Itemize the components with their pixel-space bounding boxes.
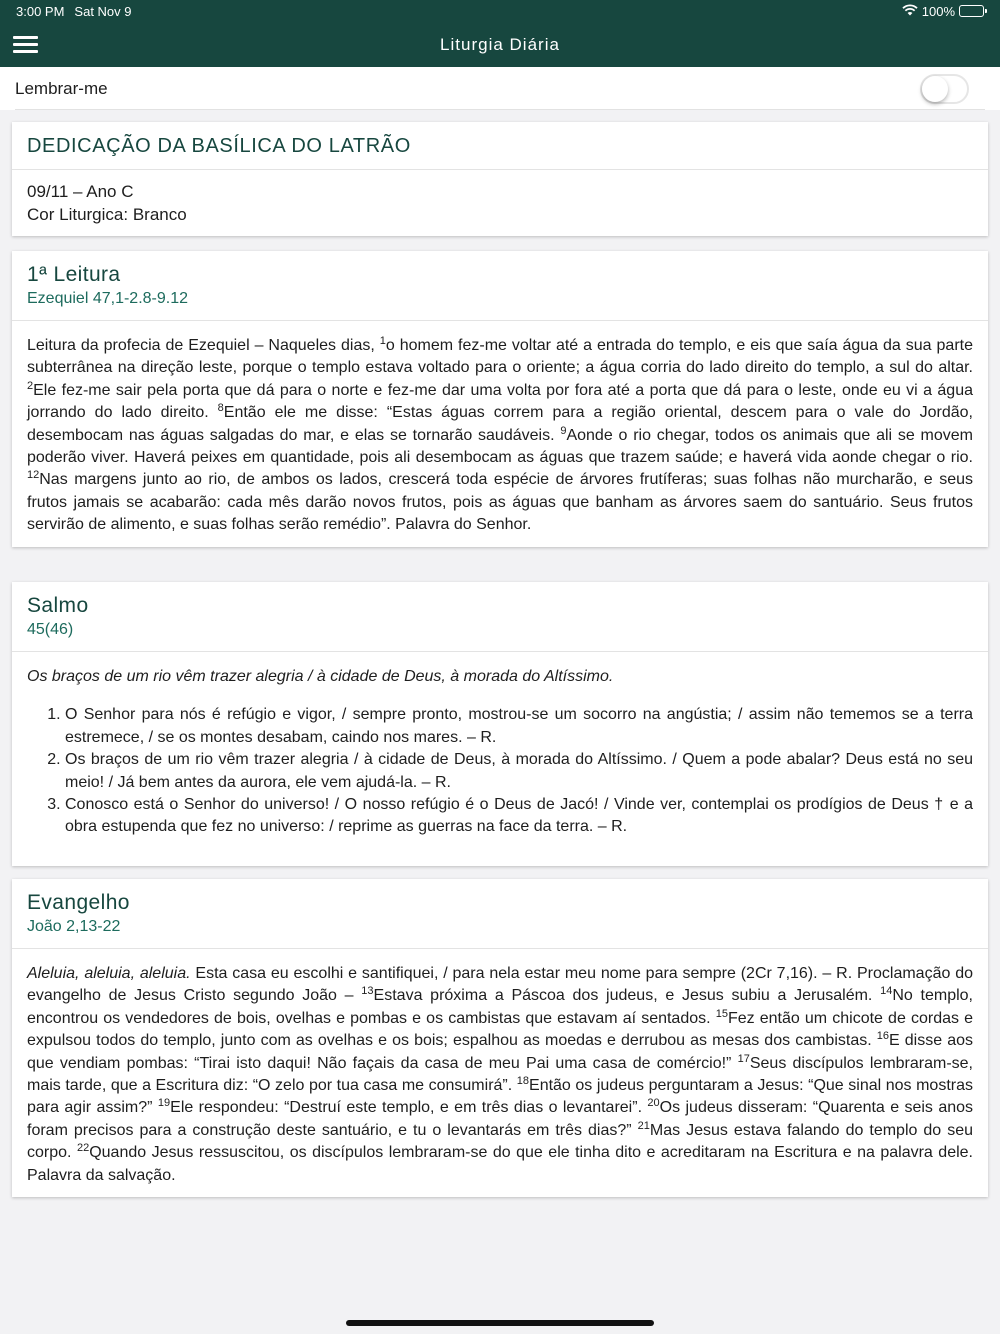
psalm-stanza: 1. O Senhor para nós é refúgio e vigor, / sempre pronto, mostrou-se um socorro na angústia; / assim não tememos se a terra estremece, / se os montes desabam, caindo nos mares. – R. [65, 704, 973, 749]
first-reading-card [12, 251, 988, 547]
navigation-bar [0, 22, 1000, 67]
psalm-response: Os braços de um rio vêm trazer alegria / à cidade de Deus, à morada do Altíssimo. [27, 668, 614, 685]
toggle-knob [922, 76, 948, 102]
gospel-reference: João 2,13-22 [27, 918, 121, 935]
home-indicator[interactable] [346, 1320, 654, 1326]
status-bar [0, 0, 1000, 22]
celebration-card [12, 122, 988, 236]
reminder-toggle[interactable] [920, 74, 969, 104]
first-reading-reference: Ezequiel 47,1-2.8-9.12 [27, 290, 188, 307]
gospel-text: Aleluia, aleluia, aleluia. Esta casa eu escolhi e santifiquei, / para nela estar meu nome para sempre (2Cr 7,16). – R. Proclamação do evangelho de Jesus Cristo segundo João – $^{13}$Estava próxima a Páscoa dos judeus, e Jesus subiu a Jerusalém. $^{14}$No templo, encontrou os vendedores de bois, ovelhas e pombas e os cambistas que estavam aí sentados. $^{15}$Fez então um chicote de cordas e expulsou todos do templo, junto com as ovelhas e os bois; espalhou as moedas e derrubou as mesas dos cambistas. $^{16}$E disse aos que vendiam pombas: “Tirai isto daqui! Não façais da casa de meu Pai uma casa de comércio!” $^{17}$Seus discípulos lembraram-se, mais tarde, que a Escritura diz: “O zelo por tua casa me consumirá”. $^{18}$Então os judeus perguntaram a Jesus: “Que sinal nos mostras para agir assim?” $^{19}$Ele respondeu: “Destruí este templo, e em três dias o levantarei”. $^{20}$Os judeus disseram: “Quarenta e seis anos foram precisos para a construção deste santuário, e tu o levantarás em três dias?” $^{21}$Mas Jesus estava falando do templo do seu corpo. $^{22}$Quando Jesus ressuscitou, os discípulos lembraram-se do que ele tinha dito e acreditaram na Escritura e na palavra dele. Palavra da salvação. [27, 965, 974, 1184]
wifi-icon [902, 4, 918, 19]
psalm-stanzas [27, 704, 973, 838]
gospel-title: Evangelho [27, 891, 130, 914]
first-reading-title: 1ª Leitura [27, 263, 121, 286]
first-reading-text: Leitura da profecia de Ezequiel – Naqueles dias, $^1$o homem fez-me voltar até a entrada do templo, e eis que saía água da sua parte subterrânea na direção leste, porque o templo estava voltado para o oriente; a água corria do lado direito do templo, a sul do altar. $^2$Ele fez-me sair pela porta que dá para o norte e fez-me dar uma volta por fora até a porta que dá para o leste, onde eu vi a água jorrando do lado direito. $^8$Então ele me disse: “Estas águas correm para a região oriental, descem para o vale do Jordão, desembocam nas águas salgadas do mar, e elas se tornarão saudáveis. $^9$Aonde o rio chegar, todos os animais que ali se movem poderão viver. Haverá peixes em quantidade, pois ali desembocam as águas que trazem saúde; e haverá vida aonde chegar o rio. $^{12}$Nas margens junto ao rio, de ambos os lados, crescerá toda espécie de árvores frutíferas; suas folhas não murcharão, e seus frutos jamais se acabarão: cada mês darão novos frutos, pois as águas que banham as árvores saem do santuário. Seus frutos servirão de alimento, e suas folhas serão remédio”. Palavra do Senhor. [27, 335, 974, 534]
battery-icon [959, 5, 984, 17]
gospel-card [12, 879, 988, 1197]
psalm-title: Salmo [27, 594, 89, 617]
psalm-reference: 45(46) [27, 621, 74, 638]
psalm-card [12, 582, 988, 866]
page-title: Liturgia Diária [440, 34, 560, 54]
status-time: 3:00 PM [16, 3, 65, 19]
celebration-title: DEDICAÇÃO DA BASÍLICA DO LATRÃO [27, 135, 411, 157]
battery-percent: 100% [921, 3, 955, 19]
psalm-stanza: 2. Os braços de um rio vêm trazer alegria / à cidade de Deus, à morada do Altíssimo. / Quem a pode abalar? Deus está no seu meio! / Já bem antes da aurora, ele vem ajudá-la. – R. [65, 749, 973, 794]
hamburger-menu-icon[interactable] [13, 36, 38, 53]
psalm-text [12, 652, 988, 849]
celebration-date: 09/11 – Ano C [27, 182, 134, 201]
status-date: Sat Nov 9 [74, 3, 132, 19]
reminder-label: Lembrar-me [15, 78, 108, 98]
reminder-row [0, 67, 1000, 110]
liturgical-color: Cor Liturgica: Branco [27, 204, 187, 224]
psalm-stanza: 3. Conosco está o Senhor do universo! / O nosso refúgio é o Deus de Jacó! / Vinde ver, contemplai os prodígios de Deus † e a obra estupenda que fez no universo: / reprime as guerras na face da terra. – R. [65, 794, 973, 839]
